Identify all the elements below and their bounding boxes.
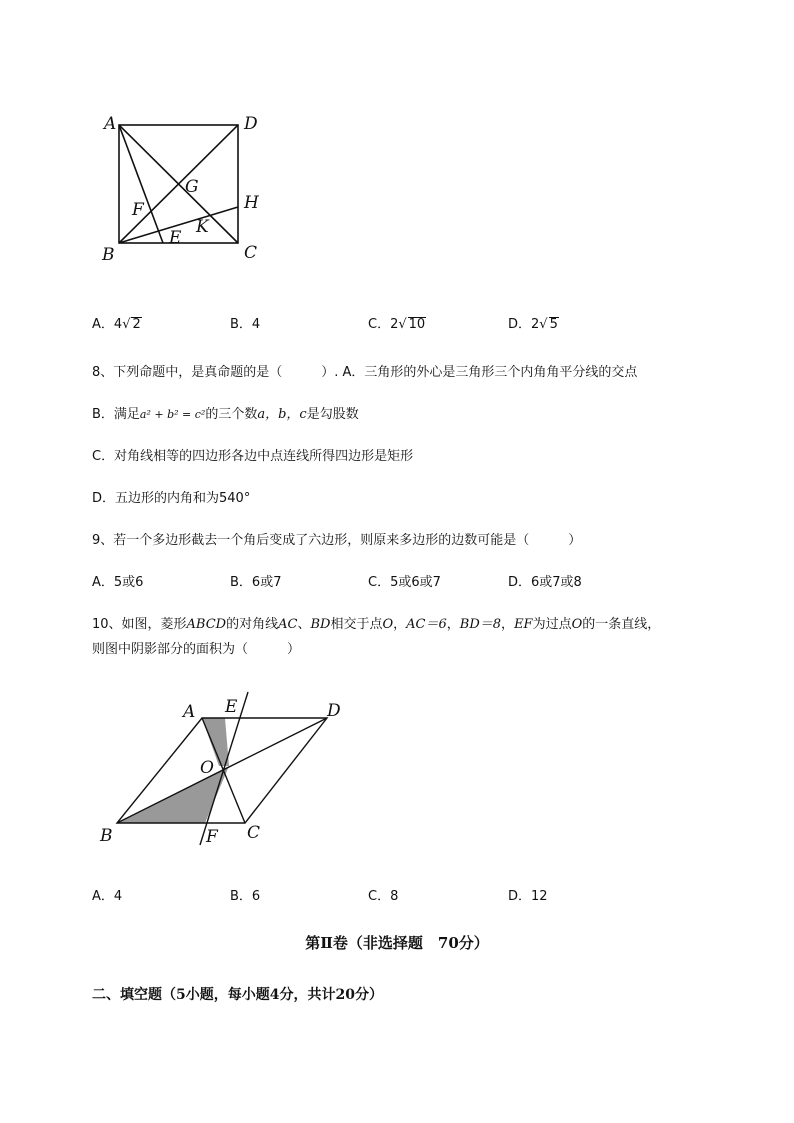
fig2-label-O: O (200, 758, 214, 778)
q10-option-c: C．8 (368, 889, 399, 904)
q9-option-b: B．6或7 (230, 575, 282, 590)
q7-option-b: B．4 (230, 317, 261, 332)
fig2-label-E: E (225, 697, 238, 717)
q7-option-d: D．2√ 5 (508, 317, 558, 332)
label-D: D (244, 114, 258, 134)
square-figure (95, 110, 275, 270)
section-title: 第Ⅱ卷（非选择题 70分） (305, 934, 489, 952)
label-H: H (244, 193, 259, 213)
fig2-label-B: B (100, 826, 113, 846)
q10-stem-line1: 10、如图，菱形ABCD的对角线AC、BD相交于点O，AC＝6，BD＝8，EF为过点O的一条直线， (92, 617, 661, 632)
q9-option-a: A．5或6 (92, 575, 144, 590)
q8-option-c: C．对角线相等的四边形各边中点连线所得四边形是矩形 (92, 449, 414, 464)
q8-option-d: D．五边形的内角和为540° (92, 491, 251, 506)
label-F: F (132, 200, 144, 220)
q8-option-b: B．满足a² + b² = c²的三个数a，b，c是勾股数 (92, 407, 359, 422)
q9-stem: 9、若一个多边形截去一个角后变成了六边形，则原来多边形的边数可能是（ ） (92, 533, 582, 548)
q10-stem-line2: 则图中阴影部分的面积为（ ） (92, 642, 301, 657)
part-title: 二、填空题（5小题，每小题4分，共计20分） (92, 987, 383, 1003)
q7-option-c: C．2√ 10 (368, 317, 426, 332)
q9-option-c: C．5或6或7 (368, 575, 441, 590)
fig2-label-A: A (183, 702, 196, 722)
label-A: A (104, 114, 117, 134)
label-C: C (244, 243, 258, 263)
q7-option-a: A．4√ 2 (92, 317, 141, 332)
fig2-label-C: C (247, 823, 261, 843)
label-E: E (169, 228, 182, 248)
q10-option-d: D．12 (508, 889, 548, 904)
q10-option-b: B．6 (230, 889, 261, 904)
rhombus-figure (95, 690, 355, 850)
label-G: G (185, 177, 199, 197)
fig2-label-F: F (206, 827, 218, 847)
q10-option-a: A．4 (92, 889, 123, 904)
label-K: K (196, 217, 209, 237)
fig2-label-D: D (327, 701, 341, 721)
q9-option-d: D．6或7或8 (508, 575, 582, 590)
label-B: B (102, 245, 115, 265)
q8-stem: 8、下列命题中，是真命题的是（ ）. A．三角形的外心是三角形三个内角角平分线的交点 (92, 365, 638, 380)
